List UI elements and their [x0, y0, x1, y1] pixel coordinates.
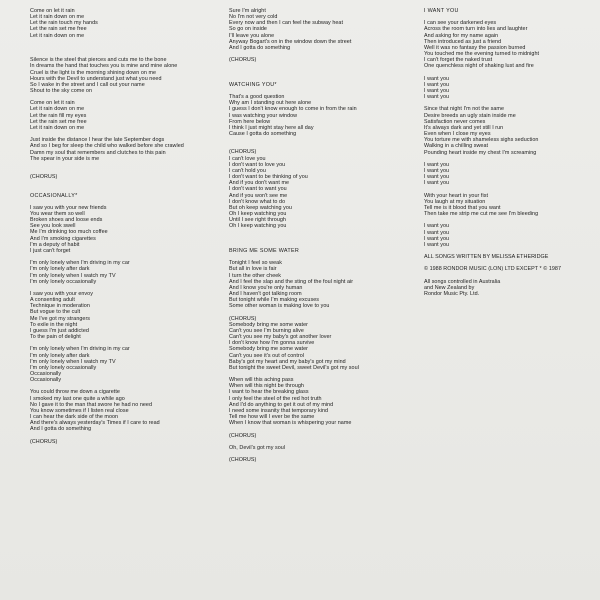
lyric-line: And I feel the slap and the sting of the foul night air: [229, 278, 354, 285]
lyric-line: I want you: [424, 180, 450, 187]
lyric-line: And I haven't got talking room: [229, 291, 302, 298]
lyric-line: I can't love you: [229, 155, 266, 162]
lyric-line: Come on let it rain: [30, 100, 75, 107]
lyric-line: I was watching your window: [229, 112, 298, 119]
lyric-line: I'm only lonely occasionally: [30, 364, 97, 371]
lyric-line: I want you: [424, 88, 450, 94]
lyric-line: I guess I'm just addicted: [30, 327, 89, 334]
lyric-line: You touched me the evening turned to midnight: [424, 51, 540, 58]
lyric-line: Until I see right through: [229, 217, 286, 224]
lyric-line: It's always dark and yet still I run: [424, 124, 504, 131]
lyric-line: You laugh at my situation: [424, 198, 486, 205]
lyric-line: Let the rain touch my hands: [30, 20, 98, 27]
lyric-line: I'm only lonely when I watch my TV: [30, 272, 116, 279]
lyric-line: And if you won't see me: [229, 192, 288, 199]
lyric-line: © 1988 RONDOR MUSIC (LON) LTD EXCEPT * © 1987: [424, 266, 562, 273]
lyric-line: Just inside the distance I hear the late September dogs: [30, 137, 165, 144]
lyric-line: I'm only lonely occasionally: [30, 278, 97, 285]
lyric-line: In dreams the hand that touches you is mine and mine alone: [30, 63, 178, 70]
lyric-line: To exile in the night: [30, 321, 78, 328]
lyric-line: (CHORUS): [229, 432, 257, 439]
lyric-line: (CHORUS): [30, 438, 58, 445]
lyric-line: I don't want to love you: [229, 161, 286, 168]
lyric-line: I think I just might stay here all day: [229, 124, 314, 131]
lyric-line: One quenchless night of shaking lust and fire: [424, 63, 534, 70]
lyric-line: Oh I keep watching you: [229, 223, 287, 230]
lyric-line: Silence is the steel that pierces and cuts me to the bone: [30, 57, 167, 64]
lyric-line: But oh keep watching you: [229, 204, 292, 211]
song-title: WATCHING YOU*: [229, 81, 277, 88]
lyric-line: Occasionally: [30, 371, 62, 378]
lyrics-column-1: [30, 8, 205, 445]
lyric-line: I'm only lonely when I'm driving in my car: [30, 346, 130, 353]
lyric-line: But all in love is fair: [229, 266, 277, 273]
lyric-line: Let it rain down on me: [30, 106, 85, 113]
lyric-line: When I know that woman is whispering your name: [229, 420, 352, 427]
lyric-line: Let the rain set me free: [30, 118, 87, 125]
lyric-line: I just can't forget: [30, 247, 71, 254]
lyric-line: And if you don't want me: [229, 180, 290, 187]
lyric-line: You wear them so well: [30, 211, 85, 217]
lyric-line: Well it was no fantasy the passion burned: [424, 44, 526, 51]
lyric-line: I only feel the steel of the red hot truth: [229, 395, 322, 402]
lyric-line: That's a good question: [229, 94, 285, 101]
lyric-line: I smoked my last one quite a while ago: [30, 395, 125, 402]
lyric-line: Baby's got my heart and my baby's got my mind: [229, 358, 346, 365]
lyric-line: Can't you see I'm burning alive: [229, 327, 304, 334]
lyric-line: I can see your darkened eyes: [424, 20, 497, 27]
lyric-line: Desire breeds an ugly stain inside me: [424, 112, 516, 119]
lyric-line: Can't you see it's out of control: [229, 352, 305, 359]
song-title: OCCASIONALLY*: [30, 192, 78, 199]
lyric-line: Damn my soul that remembers and clutches to this pain: [30, 149, 166, 156]
lyric-line: And so I beg for sleep the child who walked before she crawled: [30, 143, 184, 150]
lyric-line: Tonight I feel so weak: [229, 260, 282, 267]
lyric-line: I want you: [424, 75, 450, 82]
lyric-line: When will this night be through: [229, 383, 304, 390]
lyric-line: A consenting adult: [30, 297, 75, 304]
lyric-line: I'm only lonely after dark: [30, 352, 90, 359]
lyric-line: (CHORUS): [229, 149, 257, 156]
lyric-line: Cause I gotta do something: [229, 131, 297, 138]
lyric-line: And I gotta do something: [30, 426, 92, 433]
lyric-line: Occasionally: [30, 377, 62, 384]
lyric-line: I'm only lonely when I watch my TV: [30, 358, 116, 365]
lyric-line: I'm only lonely after dark: [30, 266, 90, 273]
lyric-line: Somebody bring me some water: [229, 321, 309, 328]
lyric-line: I don't know what to do: [229, 198, 286, 205]
lyric-line: Anyway Bogart's on in the window down the street: [229, 38, 352, 45]
lyric-line: No I'm not very cold: [229, 14, 278, 21]
lyric-line: (CHORUS): [229, 57, 257, 64]
lyric-line: Broken shoes and loose ends: [30, 217, 103, 224]
lyric-line: Tell me how will I ever be the same: [229, 414, 315, 421]
lyric-line: And asking for my name again: [424, 32, 499, 39]
lyric-line: Me I've got my strangers: [30, 315, 91, 322]
lyric-line: Cruel is the light is the morning shining down on me: [30, 69, 157, 76]
lyric-line: Why am I standing out here alone: [229, 100, 312, 107]
lyric-line: I don't want to want you: [229, 186, 287, 193]
lyric-line: I want you: [424, 81, 450, 88]
lyric-line: Then take me strip me cut me see I'm bleeding: [424, 211, 539, 218]
lyric-line: Satisfaction never comes: [424, 118, 486, 125]
lyric-line: Every now and then I can feel the subway heat: [229, 20, 344, 27]
lyric-line: Me I'm drinking too much coffee: [30, 229, 108, 236]
lyric-line: ALL SONGS WRITTEN BY MELISSA ETHERIDGE: [424, 254, 549, 261]
lyric-line: Let it rain down on me: [30, 124, 85, 131]
lyric-line: Tell me is it blood that you want: [424, 204, 501, 211]
lyric-line: Sure I'm alright: [229, 8, 266, 14]
lyric-line: I don't know how I'm gonna survive: [229, 340, 315, 347]
lyric-line: To the pain of delight: [30, 334, 81, 341]
lyric-line: I want you: [424, 94, 450, 101]
lyric-line: I want you: [424, 235, 450, 242]
lyric-line: Even when I close my eyes: [424, 131, 491, 138]
lyric-line: Walking in a chilling sweat: [424, 143, 489, 150]
lyric-line: Hours with the Devil to understand just what you need: [30, 75, 162, 82]
lyric-line: See you look swell: [30, 223, 76, 230]
lyric-line: I want you: [424, 241, 450, 248]
lyric-line: The spear in your side is me: [30, 155, 100, 162]
lyric-line: I want you: [424, 168, 450, 174]
song-title: BRING ME SOME WATER: [229, 247, 300, 254]
lyric-line: Come on let it rain: [30, 8, 75, 14]
lyric-line: and New Zealand by: [424, 284, 475, 291]
lyric-line: (CHORUS): [229, 457, 257, 464]
lyric-line: So go on inside: [229, 26, 267, 33]
lyric-line: I want you: [424, 229, 450, 236]
lyric-line: Let the rain set me free: [30, 26, 87, 33]
lyric-line: I turn the other cheek: [229, 272, 282, 279]
lyric-line: You could throw me down a cigarette: [30, 389, 120, 396]
lyric-line: Pounding heart inside my chest I'm screaming: [424, 149, 537, 156]
lyric-line: Let it rain down on me: [30, 32, 85, 39]
lyric-line: I want you: [424, 174, 450, 181]
lyric-line: Then introduced as just a friend: [424, 38, 502, 45]
lyric-line: You torture me with shameless sighs seduction: [424, 137, 539, 144]
lyric-line: Somebody bring me some water: [229, 346, 309, 353]
lyric-line: (CHORUS): [229, 315, 257, 322]
lyric-line: I'm a deputy of habit: [30, 241, 80, 248]
lyric-line: (CHORUS): [30, 174, 58, 181]
lyric-line: No I gave it to the man that swore he had no need: [30, 401, 153, 408]
lyric-line: But tonight the sweet Devil, sweet Devil's got my soul: [229, 364, 359, 371]
lyric-line: Since that night I'm not the same: [424, 106, 504, 113]
lyric-line: Let the rain fill my eyes: [30, 112, 87, 119]
lyric-line: But tonight while I'm making excuses: [229, 297, 320, 304]
lyric-line: I can hear the dark side of the moon: [30, 414, 119, 421]
lyric-line: All songs controlled in Australia: [424, 278, 501, 285]
lyric-line: I'm only lonely when I'm driving in my car: [30, 260, 130, 267]
lyric-line: Across the room turn into lies and laughter: [424, 26, 528, 33]
lyric-line: You know sometimes if I listen real close: [30, 407, 129, 414]
lyric-line: Technique in moderation: [30, 303, 90, 310]
lyric-line: I want you: [424, 223, 450, 230]
lyric-line: Rondor Music Pty. Ltd.: [424, 291, 480, 298]
lyric-line: I want you: [424, 161, 450, 168]
lyric-line: I can't hold you: [229, 167, 266, 174]
lyric-line: I'll leave you alone: [229, 32, 275, 39]
lyric-line: When will this aching pass: [229, 377, 294, 384]
lyric-line: I saw you with your envoy: [30, 291, 93, 297]
lyric-line: I don't want to be thinking of you: [229, 174, 308, 181]
lyric-line: And there's always yesterday's Times if I care to read: [30, 420, 160, 427]
lyric-line: Can't you see my baby's got another lover: [229, 334, 332, 341]
lyric-line: So I wake in the street and I call out your name: [30, 81, 145, 88]
lyric-line: I can't forget the naked trust: [424, 57, 493, 64]
lyric-line: And I gotta do something: [229, 44, 291, 51]
lyric-line: And I know you're only human: [229, 284, 303, 291]
lyrics-column-3: [424, 8, 594, 297]
lyric-line: And I'm smoking cigarettes: [30, 235, 96, 242]
lyric-line: From here below: [229, 118, 271, 125]
lyric-line: Shout to the sky come on: [30, 87, 93, 94]
lyric-line: Some other woman is making love to you: [229, 303, 330, 310]
lyric-line: Oh, Devil's got my soul: [229, 444, 286, 451]
lyric-line: Oh I keep watching you: [229, 211, 287, 218]
lyrics-column-2: [229, 8, 399, 463]
lyric-line: Let it rain down on me: [30, 14, 85, 21]
lyric-line: But vogue to the cult: [30, 309, 81, 316]
song-title: I WANT YOU: [424, 8, 459, 14]
lyric-line: I need some insanity that temporary kind: [229, 407, 329, 414]
lyric-line: And I'd do anything to get it out of my mind: [229, 401, 334, 408]
lyric-line: With your heart in your fist: [424, 192, 489, 199]
lyric-line: I want to hear the breaking glass: [229, 389, 309, 396]
lyric-line: I saw you with your new friends: [30, 204, 107, 211]
lyric-line: I guess I don't know enough to come in from the rain: [229, 106, 357, 113]
